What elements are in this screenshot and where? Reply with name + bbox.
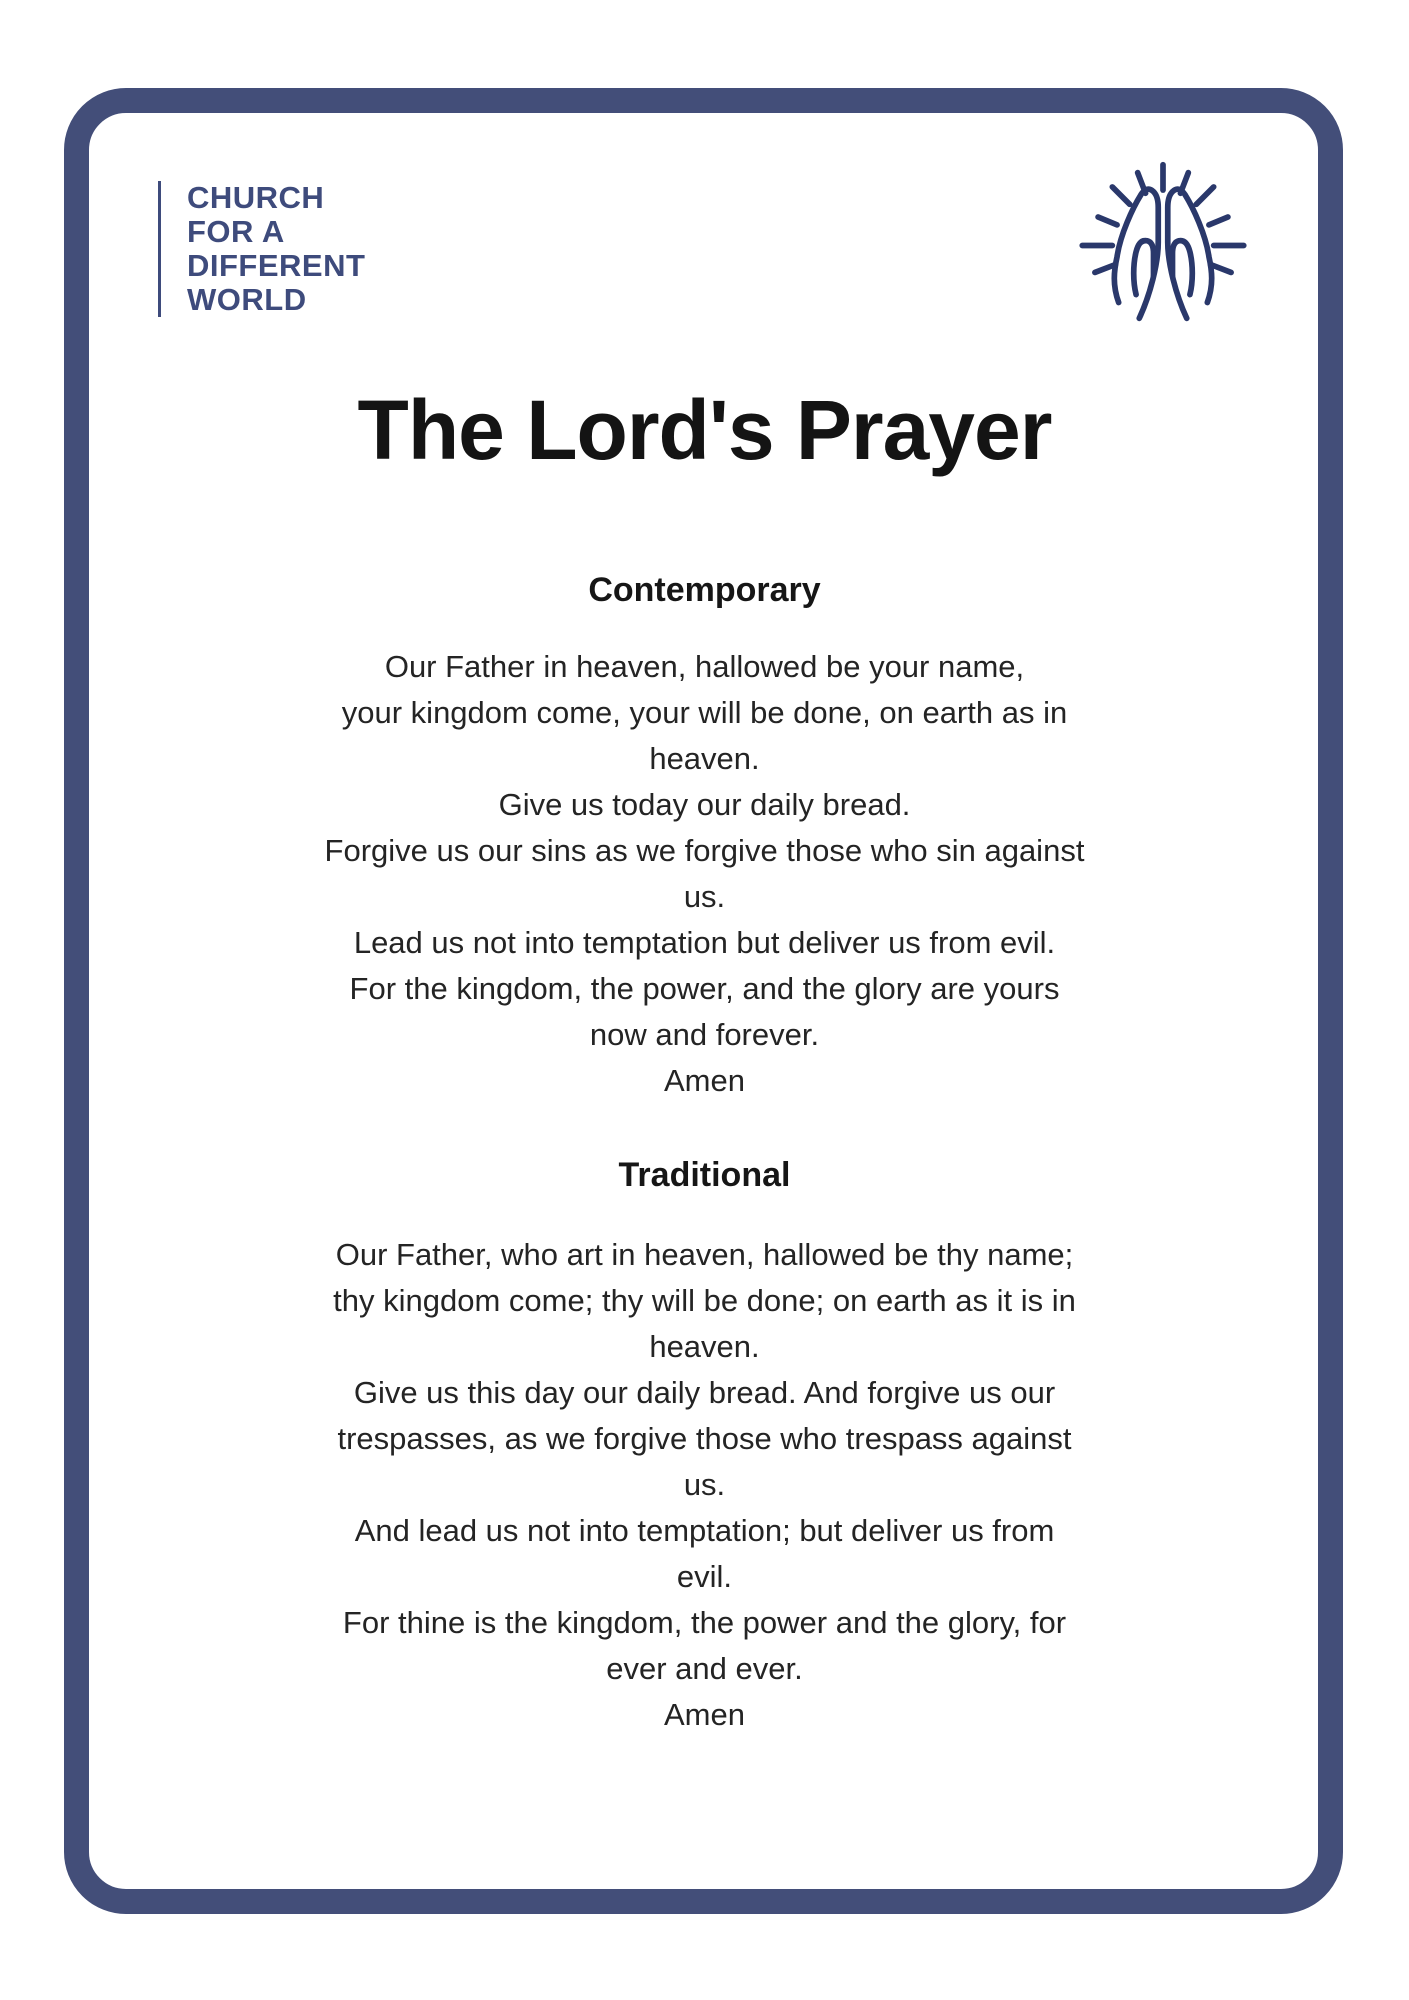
prayer-line: trespasses, as we forgive those who trespass against bbox=[337, 1421, 1072, 1456]
logo-text bbox=[187, 181, 365, 317]
prayer-line: Amen bbox=[664, 1063, 745, 1098]
logo-line: DIFFERENT bbox=[187, 248, 366, 283]
logo-line: FOR A bbox=[187, 214, 285, 249]
prayer-line: evil. bbox=[676, 1559, 733, 1594]
prayer-line: Give us this day our daily bread. And forgive us our bbox=[353, 1375, 1056, 1410]
prayer-line: For thine is the kingdom, the power and the glory, for bbox=[342, 1605, 1067, 1640]
logo-divider-line bbox=[158, 181, 161, 317]
praying-hands-icon bbox=[1068, 148, 1258, 343]
prayer-line: Give us today our daily bread. bbox=[498, 787, 911, 822]
prayer-line: ever and ever. bbox=[606, 1651, 803, 1686]
prayer-line: heaven. bbox=[649, 741, 760, 776]
section-heading-contemporary: Contemporary bbox=[588, 571, 821, 609]
prayer-line: us. bbox=[683, 1467, 726, 1502]
prayer-line: now and forever. bbox=[589, 1017, 820, 1052]
prayer-line: Our Father in heaven, hallowed be your name, bbox=[384, 649, 1025, 684]
section-heading-traditional: Traditional bbox=[618, 1156, 791, 1194]
page-title: The Lord's Prayer bbox=[357, 383, 1052, 477]
prayer-text-contemporary bbox=[120, 644, 1289, 1104]
church-logo bbox=[158, 181, 365, 317]
prayer-line: Amen bbox=[664, 1697, 745, 1732]
prayer-line: And lead us not into temptation; but deliver us from bbox=[354, 1513, 1055, 1548]
prayer-line: Our Father, who art in heaven, hallowed be thy name; bbox=[335, 1237, 1074, 1272]
prayer-line: your kingdom come, your will be done, on earth as in bbox=[341, 695, 1068, 730]
prayer-line: heaven. bbox=[649, 1329, 760, 1364]
prayer-text-traditional bbox=[120, 1232, 1289, 1738]
prayer-line: us. bbox=[683, 879, 726, 914]
logo-line: CHURCH bbox=[187, 180, 325, 215]
prayer-line: Lead us not into temptation but deliver us from evil. bbox=[353, 925, 1056, 960]
prayer-line: Forgive us our sins as we forgive those who sin against bbox=[324, 833, 1085, 868]
prayer-line: thy kingdom come; thy will be done; on earth as it is in bbox=[333, 1283, 1076, 1318]
logo-line: WORLD bbox=[187, 282, 307, 317]
prayer-line: For the kingdom, the power, and the glory are yours bbox=[349, 971, 1060, 1006]
